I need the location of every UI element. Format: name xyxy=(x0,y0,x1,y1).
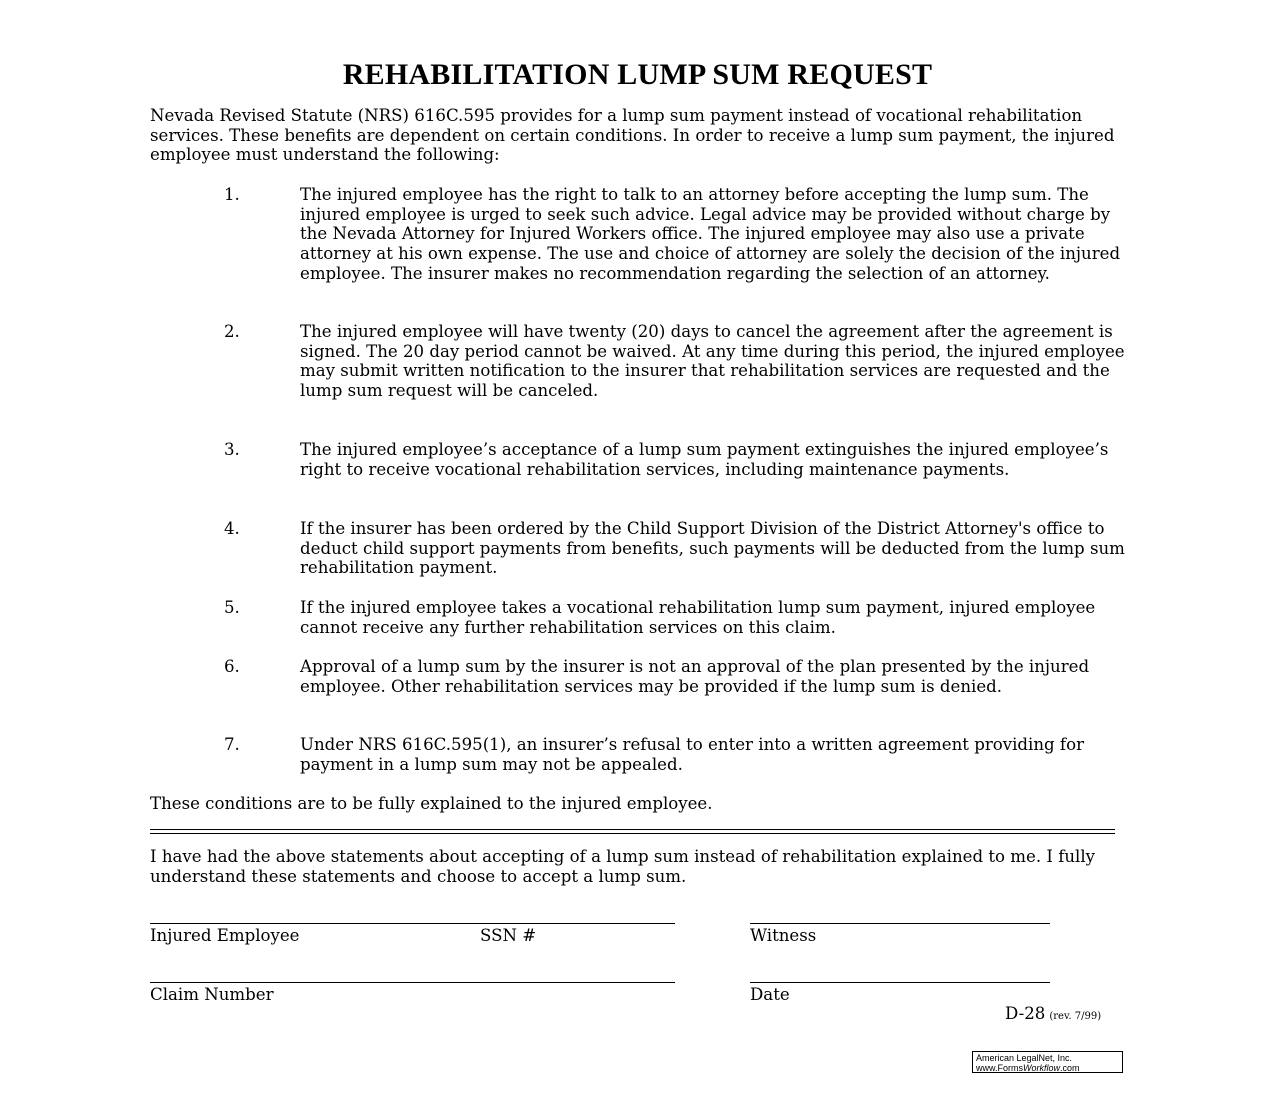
claim-number-label: Claim Number xyxy=(150,985,274,1004)
ssn-label: SSN # xyxy=(480,926,537,945)
form-revision: (rev. 7/99) xyxy=(1049,1011,1102,1022)
list-item-text: The injured employee will have twenty (20) days to cancel the agreement after the agreement is signed. The 20 day period cannot be waived. At any time during this period, the injured employee may submit written notification to the insurer that rehabilitation services are requested and the lump sum request will be canceled. xyxy=(300,322,1125,401)
list-item-number: 5. xyxy=(224,598,240,617)
website-prefix: www.Forms xyxy=(976,1063,1023,1073)
witness-signature-line[interactable] xyxy=(750,923,1050,924)
list-item-number: 3. xyxy=(224,440,240,459)
form-number: D-28 xyxy=(1005,1004,1046,1023)
list-item-number: 2. xyxy=(224,322,240,341)
form-title: REHABILITATION LUMP SUM REQUEST xyxy=(342,58,933,91)
list-item-number: 4. xyxy=(224,519,240,538)
section-divider xyxy=(150,829,1115,834)
publisher-name: American LegalNet, Inc. xyxy=(976,1053,1073,1063)
publisher-stamp xyxy=(972,1051,1123,1073)
injured-employee-label: Injured Employee xyxy=(150,926,300,945)
injured-employee-signature-line[interactable] xyxy=(150,923,675,924)
list-item-number: 1. xyxy=(224,185,240,204)
form-identifier xyxy=(1005,1004,1101,1023)
intro-paragraph: Nevada Revised Statute (NRS) 616C.595 provides for a lump sum payment instead of vocational rehabilitation services. These benefits are dependent on certain conditions. In order to receive a lump sum payment, the injured employee must understand the following: xyxy=(150,106,1115,165)
list-item-text: If the insurer has been ordered by the Child Support Division of the District Attorney's office to deduct child support payments from benefits, such payments will be deducted from the lump sum rehabilitation payment. xyxy=(300,519,1125,578)
witness-label: Witness xyxy=(750,926,817,945)
list-item-text: The injured employee’s acceptance of a lump sum payment extinguishes the injured employee’s right to receive vocational rehabilitation services, including maintenance payments. xyxy=(300,440,1109,479)
list-item-number: 6. xyxy=(224,657,240,676)
list-item-text: If the injured employee takes a vocational rehabilitation lump sum payment, injured employee cannot receive any further rehabilitation services on this claim. xyxy=(300,598,1096,637)
list-item-text: The injured employee has the right to talk to an attorney before accepting the lump sum. The injured employee is urged to seek such advice. Legal advice may be provided without charge by the Nevada Attorney for Injured Workers office. The injured employee may also use a private attorney at his own expense. The use and choice of attorney are solely the decision of the injured employee. The insurer makes no recommendation regarding the selection of an attorney. xyxy=(300,185,1121,283)
list-item-number: 7. xyxy=(224,735,240,754)
publisher-website xyxy=(976,1063,1122,1073)
conditions-statement: These conditions are to be fully explained to the injured employee. xyxy=(150,794,713,813)
list-item-text: Approval of a lump sum by the insurer is not an approval of the plan presented by the injured employee. Other rehabilitation services may be provided if the lump sum is denied. xyxy=(300,657,1090,696)
list-item-text: Under NRS 616C.595(1), an insurer’s refusal to enter into a written agreement providing for payment in a lump sum may not be appealed. xyxy=(300,735,1084,774)
claim-number-line[interactable] xyxy=(150,982,675,983)
date-label: Date xyxy=(750,985,790,1004)
website-suffix: .com xyxy=(1060,1063,1080,1073)
acknowledgement-paragraph: I have had the above statements about accepting of a lump sum instead of rehabilitation explained to me. I fully understand these statements and choose to accept a lump sum. xyxy=(150,847,1096,886)
date-line[interactable] xyxy=(750,982,1050,983)
website-workflow: Workflow xyxy=(1023,1063,1061,1073)
